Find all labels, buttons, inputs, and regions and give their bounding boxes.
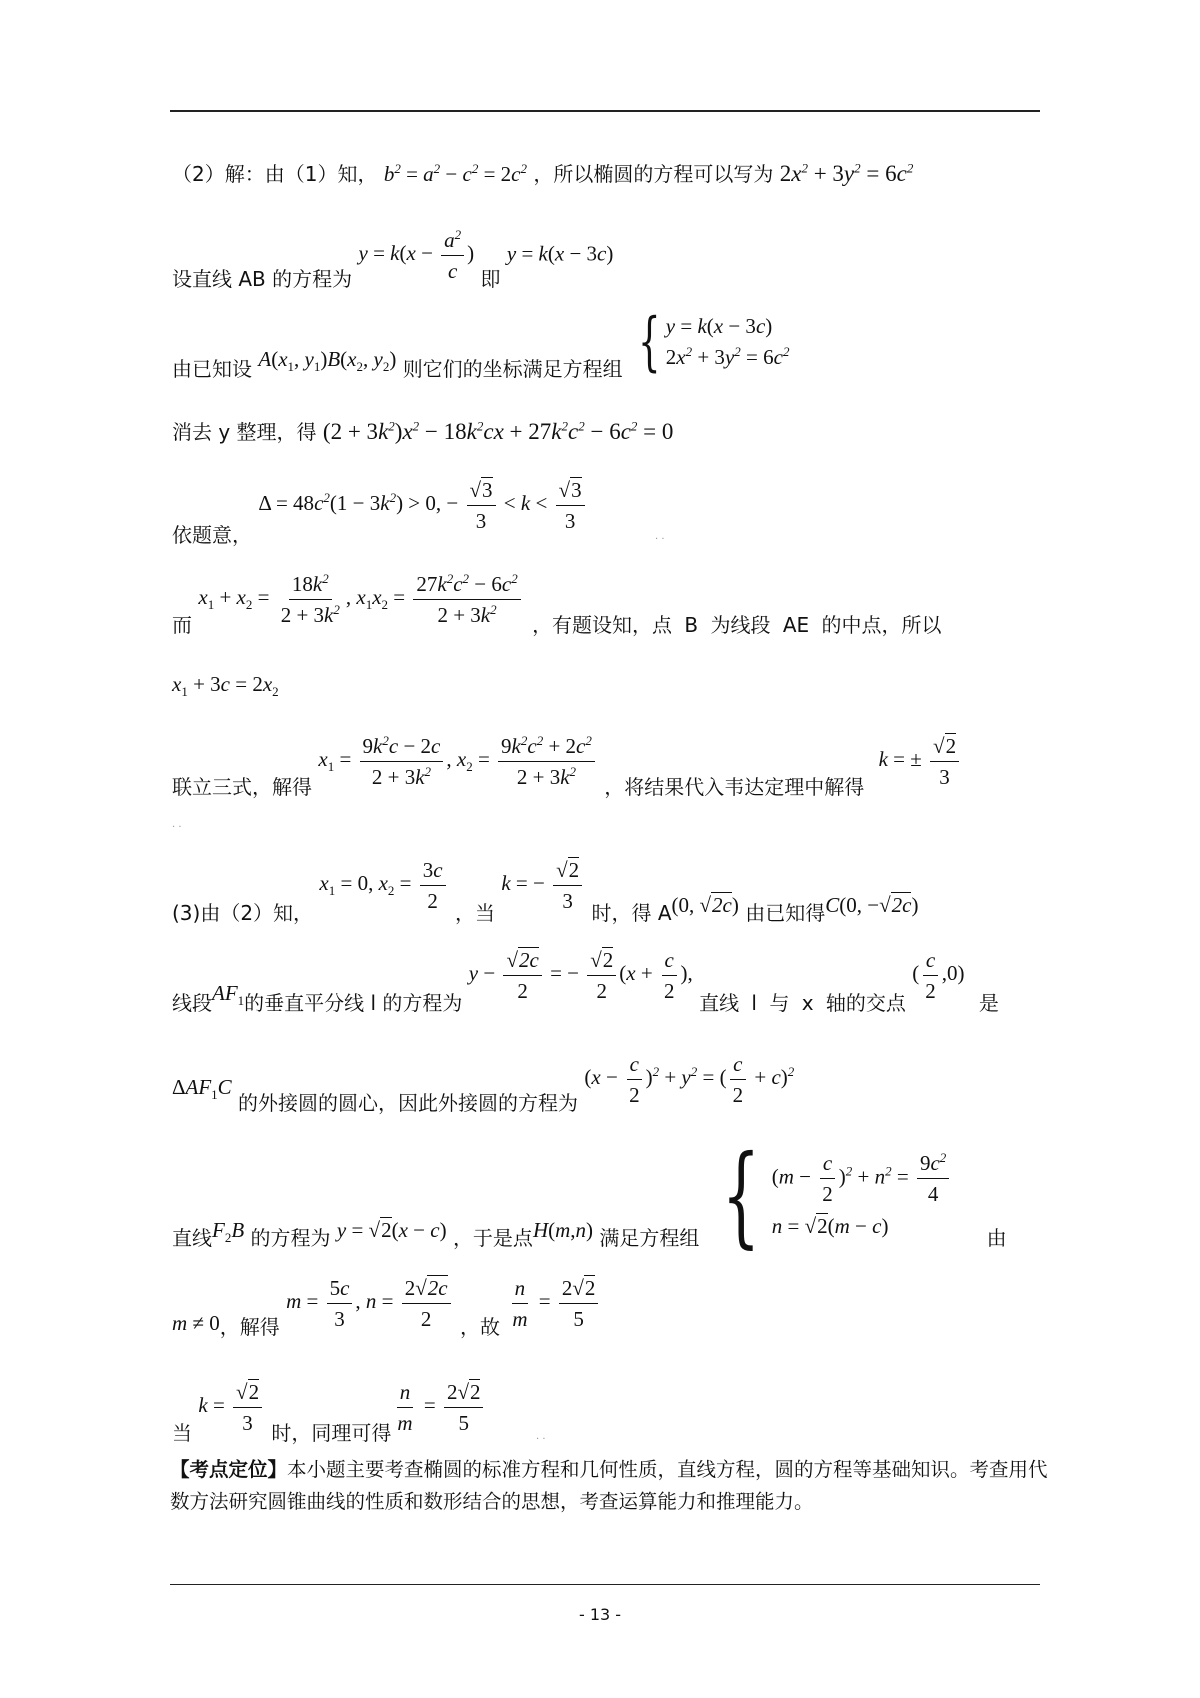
formula: m ≠ 0 <box>172 1311 220 1336</box>
text: ，将结果代入韦达定理中解得 <box>604 775 865 800</box>
formula: $x_1 + 3c = 2x_2$ <box>172 672 279 700</box>
formula: $x_1 + x_2$ = $\frac{18k^2}{2 + 3k^2}$ , $x_1x_2$ = $\frac{27k^2c^2 - 6c^2}{2 + 3k^2}$ <box>198 585 523 609</box>
text: 则它们的坐标满足方程组 <box>402 356 623 381</box>
text: 时，得 A <box>591 901 672 926</box>
text: 的外接圆的圆心，因此外接圆的方程为 <box>238 1091 579 1116</box>
formula: k = − $\frac{√2}{3}$ <box>501 871 585 895</box>
line-8 <box>172 733 962 800</box>
formula: $x_1$ = $\frac{9k^2c - 2c}{2 + 3k^2}$ , $x_2$ = $\frac{9k^2c^2 + 2c^2}{2 + 3k^2}$ <box>318 747 598 771</box>
text: 设直线 AB 的方程为 <box>172 267 353 292</box>
scan-dots: · · <box>536 1434 546 1445</box>
line-13 <box>172 1276 601 1340</box>
text: 满足方程组 <box>599 1225 700 1250</box>
text: 即 <box>480 267 501 292</box>
formula: $2x^2 + 3y^2 = 6c^2$ <box>779 160 914 186</box>
text: 的方程为 <box>250 1225 331 1250</box>
text: 直线 l 与 x 轴的交点 <box>699 991 906 1016</box>
formula: y = √2(x − c) <box>336 1217 447 1242</box>
line-3 <box>172 305 790 381</box>
line-7 <box>172 672 279 700</box>
text: 由 <box>986 1225 1007 1250</box>
text: 时，同理可得 <box>271 1421 392 1446</box>
formula: H(m,n) <box>532 1217 594 1242</box>
summary-text: 本小题主要考查椭圆的标准方程和几何性质，直线方程，圆的方程等基础知识。考查用代数方法研究圆锥曲线的性质和数形结合的思想，考查运算能力和推理能力。 <box>170 1458 1048 1513</box>
scan-dots: · · <box>172 822 182 833</box>
text: ，有题设知，点 B 为线段 AE 的中点，所以 <box>532 613 942 638</box>
text: ，故 <box>459 1315 500 1340</box>
line-10 <box>172 948 999 1016</box>
line-9 <box>172 858 919 926</box>
line-2 <box>172 227 614 292</box>
line-1 <box>172 160 913 188</box>
text: 由已知得 <box>745 901 826 926</box>
text: ，所以椭圆的方程可以写为 <box>533 162 774 186</box>
formula: $\Delta = 48c^2(1 - 3k^2) > 0$, − $\frac{√3}{3}$ < k < $\frac{√3}{3}$ <box>258 491 587 515</box>
formula: $AF_1$ <box>212 981 245 1009</box>
equation-system: { (m − $\frac{c}{2}$ )$^2 + n^2$ = $\frac{9c^2}{4}$ n = √2(m − c) <box>706 1140 953 1250</box>
line-5 <box>172 478 588 548</box>
scan-dots: · · <box>655 534 665 545</box>
line-4 <box>172 418 673 446</box>
formula: y = k(x − 3c) <box>506 241 614 266</box>
footer-rule <box>170 1584 1040 1585</box>
text: 是 <box>978 991 999 1016</box>
formula: $\frac{n}{m}$ = $\frac{2√2}{5}$ <box>506 1289 601 1313</box>
formula: y − $\frac{√2c}{2}$ = − $\frac{√2}{2}$ (x + $\frac{c}{2}$ ), <box>468 948 693 1004</box>
formula: y = k(x − $\frac{a^2}{c}$ ) <box>358 227 475 284</box>
formula: $A(x_1$, $y_1)B(x_2$, $y_2$) <box>258 346 397 374</box>
formula: (0, √2c) <box>671 893 739 918</box>
text: ，当 <box>454 901 495 926</box>
formula: C(0, −√2c) <box>825 893 919 918</box>
line-6 <box>172 571 942 638</box>
text: 的垂直平分线 l 的方程为 <box>244 991 463 1016</box>
summary-paragraph <box>170 1454 1050 1518</box>
formula: $x_1 = 0$, $x_2$ = $\frac{3c}{2}$ <box>319 871 448 895</box>
text: ，解得 <box>219 1315 280 1340</box>
text: 消去 y 整理，得 <box>172 420 317 444</box>
header-rule <box>170 110 1040 112</box>
summary-tag: 【考点定位】 <box>170 1458 288 1481</box>
line-14 <box>172 1380 486 1446</box>
formula: (x − $\frac{c}{2}$ )$^2 + y^2$ = ( $\frac{c}{2}$ + c)$^2$ <box>584 1052 795 1108</box>
text: 联立三式，解得 <box>172 775 312 800</box>
line-12 <box>172 1131 1007 1259</box>
text: （2）解：由（1）知， <box>172 162 378 186</box>
formula: $\frac{n}{m}$ = $\frac{2√2}{5}$ <box>391 1393 486 1417</box>
formula: $(2 + 3k^2)x^2 - 18k^2cx + 27k^2c^2 - 6c^2 = 0$ <box>322 418 674 444</box>
formula: $F_2B$ <box>212 1217 245 1245</box>
formula: ( $\frac{c}{2}$ ,0) <box>912 948 965 1004</box>
text: 而 <box>172 613 192 638</box>
formula: m = $\frac{5c}{3}$ , n = $\frac{2√2c}{2}$ <box>286 1289 454 1313</box>
text: 线段 <box>172 991 212 1016</box>
text: 依题意， <box>172 523 252 548</box>
equation-system: { y = k(x − 3c) $2x^2 + 3y^2 = 6c^2$ <box>638 305 790 379</box>
page-number: - 13 - <box>578 1605 622 1624</box>
text: 由已知设 <box>172 356 252 381</box>
formula: $b^2 = a^2 - c^2 = 2c^2$ <box>383 161 527 186</box>
text: ，于是点 <box>452 1225 533 1250</box>
text: 当 <box>172 1421 192 1446</box>
formula: $\Delta AF_1C$ <box>172 1075 232 1103</box>
text: 直线 <box>172 1225 212 1250</box>
formula: k = ± $\frac{√2}{3}$ <box>879 747 962 771</box>
line-11 <box>172 1052 795 1116</box>
formula: k = $\frac{√2}{3}$ <box>198 1393 265 1417</box>
text: (3)由（2）知， <box>172 901 314 926</box>
